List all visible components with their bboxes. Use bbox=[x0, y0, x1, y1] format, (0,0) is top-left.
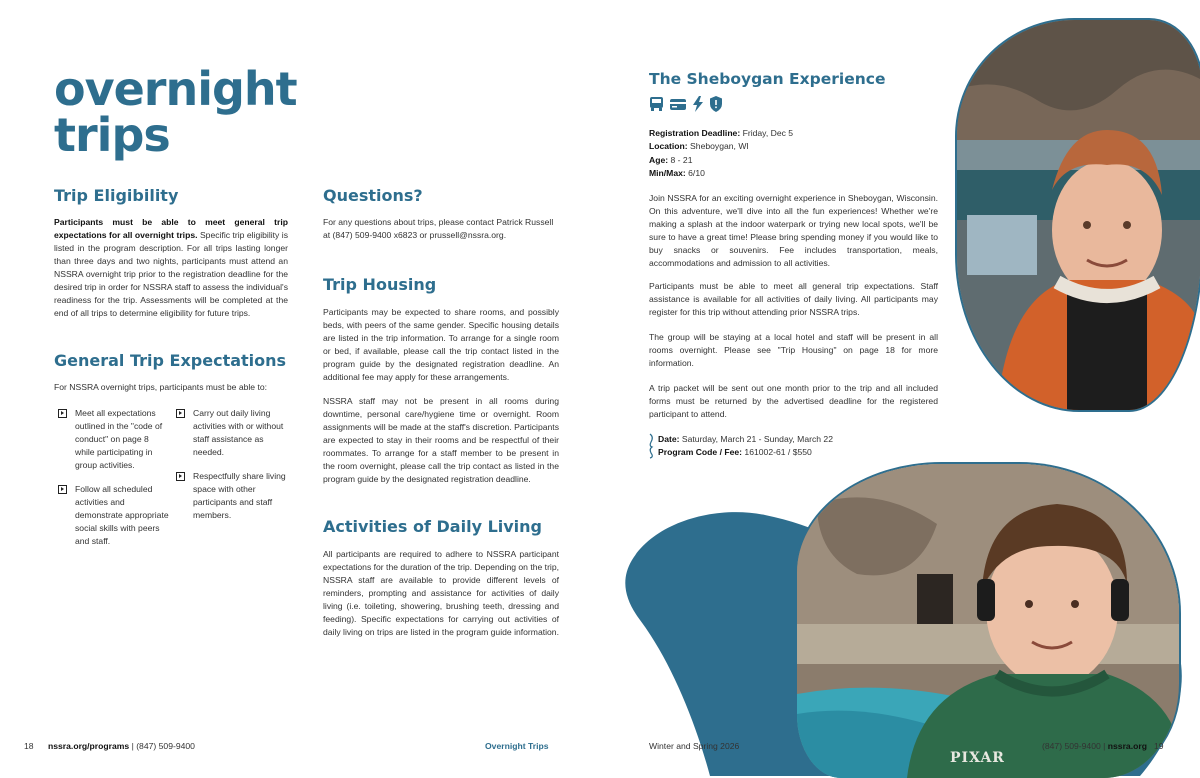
daily-living-text: All participants are required to adhere to NSSRA participant expectations for the duration of the trip. Depending on the trip, NSSRA staff are available to provide different levels of reminders, prompting and assistance for activities of daily living (i.e. toileting, showering, brushing teeth, dressing and feeding). Specific expectations for carrying out activities of daily living on trips are listed in the program guide information. bbox=[323, 549, 560, 637]
right-page-number: 19 bbox=[1154, 741, 1164, 751]
trip-eligibility-text bbox=[54, 216, 288, 320]
daily-living-heading: Activities of Daily Living bbox=[323, 517, 542, 536]
section-name: Overnight Trips bbox=[485, 741, 549, 751]
list-item: Carry out daily living activities with or without staff assistance as needed. bbox=[176, 407, 286, 459]
trip-date-fee: Date: Saturday, March 21 - Sunday, March 22 Program Code / Fee: 161002-61 / $550 bbox=[658, 434, 833, 457]
trip-eligibility-heading: Trip Eligibility bbox=[54, 186, 179, 205]
trip-description-p3: The group will be staying at a local hotel and staff will be present in all rooms overnight. Please see "Trip Housing" on page 18 for more information. bbox=[649, 332, 938, 368]
trip-description-p1: Join NSSRA for an exciting overnight experience in Sheboygan, Wisconsin. On this adventure, we'll dive into all the fun experiences! Whether we're making a splash at the indoor waterpark or trying new local spots, we'll be sure to have a great time! Please bring spending money if you would like to buy snacks or souvenirs. Fee includes transportation, meals, accommodations and admission to all activities. bbox=[649, 193, 938, 268]
photo-bottom-scene bbox=[797, 464, 1179, 778]
season-label: Winter and Spring 2026 bbox=[649, 741, 740, 751]
card-icon bbox=[669, 96, 687, 112]
participant-photo-top bbox=[955, 18, 1200, 412]
right-footer-contact: (847) 509-9400 | nssra.org bbox=[1042, 741, 1147, 751]
shirt-logo-text: PIXAR bbox=[950, 750, 1005, 766]
nssra-programs-link[interactable]: nssra.org/programs bbox=[48, 741, 130, 751]
play-bullet-icon bbox=[176, 409, 185, 418]
page-title bbox=[54, 62, 297, 162]
eligibility-bold: Participants must be able to meet general trip expectations for all overnight trips. bbox=[54, 217, 288, 240]
list-item: Respectfully share living space with other participants and staff members. bbox=[176, 470, 286, 522]
questions-heading: Questions? bbox=[323, 186, 423, 205]
list-item: Meet all expectations outlined in the "code of conduct" on page 8 while participating in group activities. bbox=[58, 407, 170, 472]
play-bullet-icon bbox=[58, 485, 67, 494]
trip-description-p2: Participants must be able to meet all general trip expectations. Staff assistance is available for all activities of daily living. All participants may register for this trip without attending prior NSSRA trips. bbox=[649, 281, 938, 317]
bus-icon bbox=[649, 96, 664, 112]
trip-housing-p2: NSSRA staff may not be present in all rooms during downtime, personal care/hygiene time or overnight. Room assignments will be made at the staff's discretion. Participants are expected to stay in their rooms and be respectful of their roommates. To arrange for a staff member to be present in the room overnight, please call the trip contact as listed in the program guide by the designated registration deadline. bbox=[323, 396, 559, 484]
list-item: Follow all scheduled activities and demonstrate appropriate social skills with peers and staff. bbox=[58, 483, 170, 548]
play-bullet-icon bbox=[58, 409, 67, 418]
shield-icon bbox=[709, 96, 723, 112]
trip-feature-icons bbox=[649, 96, 723, 112]
general-expectations-heading: General Trip Expectations bbox=[54, 351, 287, 370]
expectations-col-2 bbox=[176, 407, 286, 522]
photo-top-scene bbox=[957, 20, 1200, 410]
participant-photo-bottom bbox=[795, 462, 1181, 778]
trip-housing-heading: Trip Housing bbox=[323, 275, 437, 294]
trip-details: Registration Deadline: Friday, Dec 5 Location: Sheboygan, WI Age: 8 - 21 Min/Max: 6/10 bbox=[649, 128, 794, 178]
play-bullet-icon bbox=[176, 472, 185, 481]
title-line-1: overnight bbox=[54, 62, 297, 116]
questions-text: For any questions about trips, please contact Patrick Russell at (847) 509-9400 x6823 or prussell@nssra.org. bbox=[323, 217, 554, 240]
title-line-2: trips bbox=[54, 108, 170, 162]
expectations-col-1 bbox=[58, 407, 170, 548]
eligibility-body: Specific trip eligibility is listed in the program description. For all trips lasting longer than three days and two nights, participants must attend an NSSRA overnight trip prior to the registration deadline for the desired trip in order for NSSRA staff to assess the individual's readiness for the trip. Assessments will be completed at the end of all trips to determine eligibility for future trips. bbox=[54, 230, 288, 318]
nssra-site-link[interactable]: nssra.org bbox=[1107, 741, 1147, 751]
trip-housing-p1: Participants may be expected to share rooms, and possibly beds, with peers of the same gender. Specific housing details are listed in the trip information. To arrange for a single room or bed, if available, please call the trip contact listed in the program guide by the designated registration deadline. An additional fee may apply for these arrangements. bbox=[323, 307, 559, 382]
left-page-number: 18 bbox=[24, 741, 34, 751]
bolt-icon bbox=[692, 96, 704, 112]
trip-title: The Sheboygan Experience bbox=[649, 70, 886, 88]
brace-icon bbox=[648, 433, 656, 459]
trip-description-p4: A trip packet will be sent out one month prior to the trip and all included forms must be returned by the advertised deadline for the registered participant to attend. bbox=[649, 383, 938, 419]
expectations-intro: For NSSRA overnight trips, participants must be able to: bbox=[54, 382, 268, 392]
left-footer-contact: nssra.org/programs | (847) 509-9400 bbox=[48, 741, 195, 751]
